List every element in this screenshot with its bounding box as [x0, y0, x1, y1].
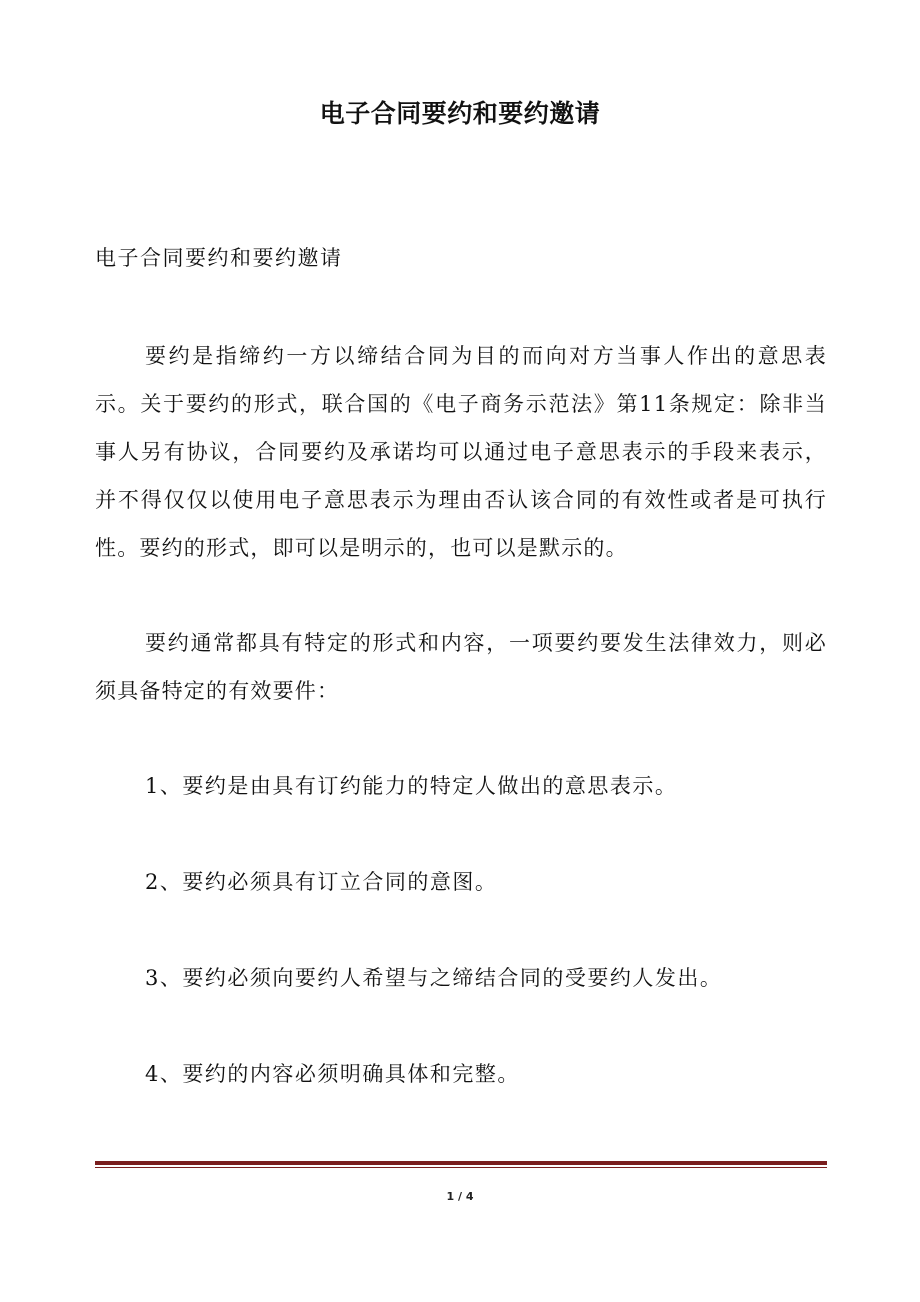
paragraph-offer-requirements: 要约通常都具有特定的形式和内容，一项要约要发生法律效力，则必须具备特定的有效要件： — [95, 631, 827, 703]
footer-divider-thick-line — [95, 1161, 827, 1165]
footer-divider-thin-line — [95, 1167, 827, 1168]
footer-divider — [95, 1161, 827, 1169]
document-title: 电子合同要约和要约邀请 — [319, 99, 601, 128]
list-item: 3、要约必须向要约人希望与之缔结合同的受要约人发出。 — [145, 966, 723, 990]
list-item: 1、要约是由具有订约能力的特定人做出的意思表示。 — [145, 774, 678, 798]
list-item: 4、要约的内容必须明确具体和完整。 — [145, 1062, 520, 1086]
page-number: 1 / 4 — [446, 1190, 474, 1203]
document-subtitle: 电子合同要约和要约邀请 — [95, 246, 343, 270]
list-item: 2、要约必须具有订立合同的意图。 — [145, 870, 498, 894]
paragraph-offer-definition: 要约是指缔约一方以缔结合同为目的而向对方当事人作出的意思表示。关于要约的形式，联合国的《电子商务示范法》第11条规定：除非当事人另有协议，合同要约及承诺均可以通过电子意思表示的手段来表示，并不得仅仅以使用电子意思表示为理由否认该合同的有效性或者是可执行性。要约的形式，即可以是明示的，也可以是默示的。 — [95, 344, 827, 560]
